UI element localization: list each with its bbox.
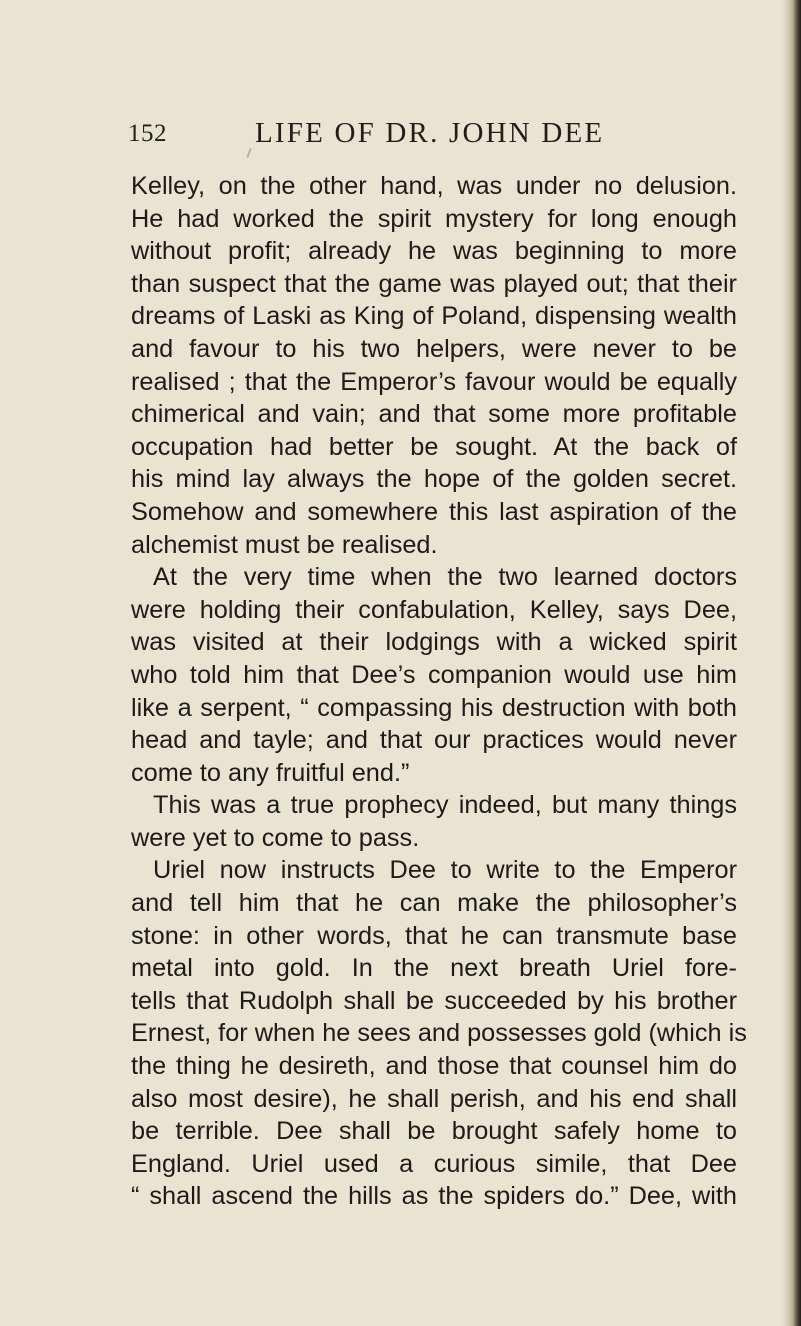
text-line: tells that Rudolph shall be succeeded by his brother xyxy=(131,986,737,1015)
text-line: He had worked the spirit mystery for long enough xyxy=(131,204,737,233)
text-line: and favour to his two helpers, were never to be xyxy=(131,334,737,363)
text-line: Ernest, for when he sees and possesses gold (which is xyxy=(131,1019,747,1048)
text-line: Kelley, on the other hand, was under no delusion. xyxy=(131,172,737,200)
text-line: “ shall ascend the hills as the spiders do.” Dee, with xyxy=(131,1182,737,1211)
text-line: dreams of Laski as King of Poland, dispensing wealth xyxy=(131,302,737,331)
text-line: This was a true prophecy indeed, but many things xyxy=(153,791,737,820)
text-line: who told him that Dee’s companion would use him xyxy=(131,660,737,689)
text-line: be terrible. Dee shall be brought safely home to xyxy=(131,1117,737,1146)
text-line: and tell him that he can make the philosopher’s xyxy=(131,889,737,918)
page-edge xyxy=(787,0,801,1326)
text-line: than suspect that the game was played out; that their xyxy=(131,269,737,298)
body-text xyxy=(131,170,747,1213)
text-line: realised ; that the Emperor’s favour would be equally xyxy=(131,367,737,396)
text-line: without profit; already he was beginning to more xyxy=(131,237,737,266)
text-line: his mind lay always the hope of the golden secret. xyxy=(131,465,737,494)
text-line: were yet to come to pass. xyxy=(131,823,420,852)
text-line: head and tayle; and that our practices would never xyxy=(131,726,737,755)
text-line: also most desire), he shall perish, and his end shall xyxy=(131,1084,737,1113)
text-line: the thing he desireth, and those that counsel him do xyxy=(131,1052,737,1081)
text-line: England. Uriel used a curious simile, that Dee xyxy=(131,1149,737,1178)
text-line: chimerical and vain; and that some more profitable xyxy=(131,400,737,429)
text-line: stone: in other words, that he can transmute base xyxy=(131,921,737,950)
text-line: At the very time when the two learned doctors xyxy=(153,563,737,592)
text-line: Uriel now instructs Dee to write to the Emperor xyxy=(153,856,737,885)
text-line: like a serpent, “ compassing his destruction with both xyxy=(131,693,737,722)
text-line: metal into gold. In the next breath Uriel fore- xyxy=(131,954,737,983)
text-line: come to any fruitful end.” xyxy=(131,758,410,787)
text-line: Somehow and somewhere this last aspiration of the xyxy=(131,497,737,526)
text-line: alchemist must be realised. xyxy=(131,530,438,559)
running-head: LIFE OF DR. JOHN DEE xyxy=(255,117,605,149)
text-line: was visited at their lodgings with a wicked spirit xyxy=(131,628,737,657)
page-header xyxy=(128,117,648,160)
text-line: were holding their confabulation, Kelley, says Dee, xyxy=(131,595,737,624)
page-number: 152 xyxy=(128,120,167,147)
text-line: occupation had better be sought. At the back of xyxy=(131,432,737,461)
